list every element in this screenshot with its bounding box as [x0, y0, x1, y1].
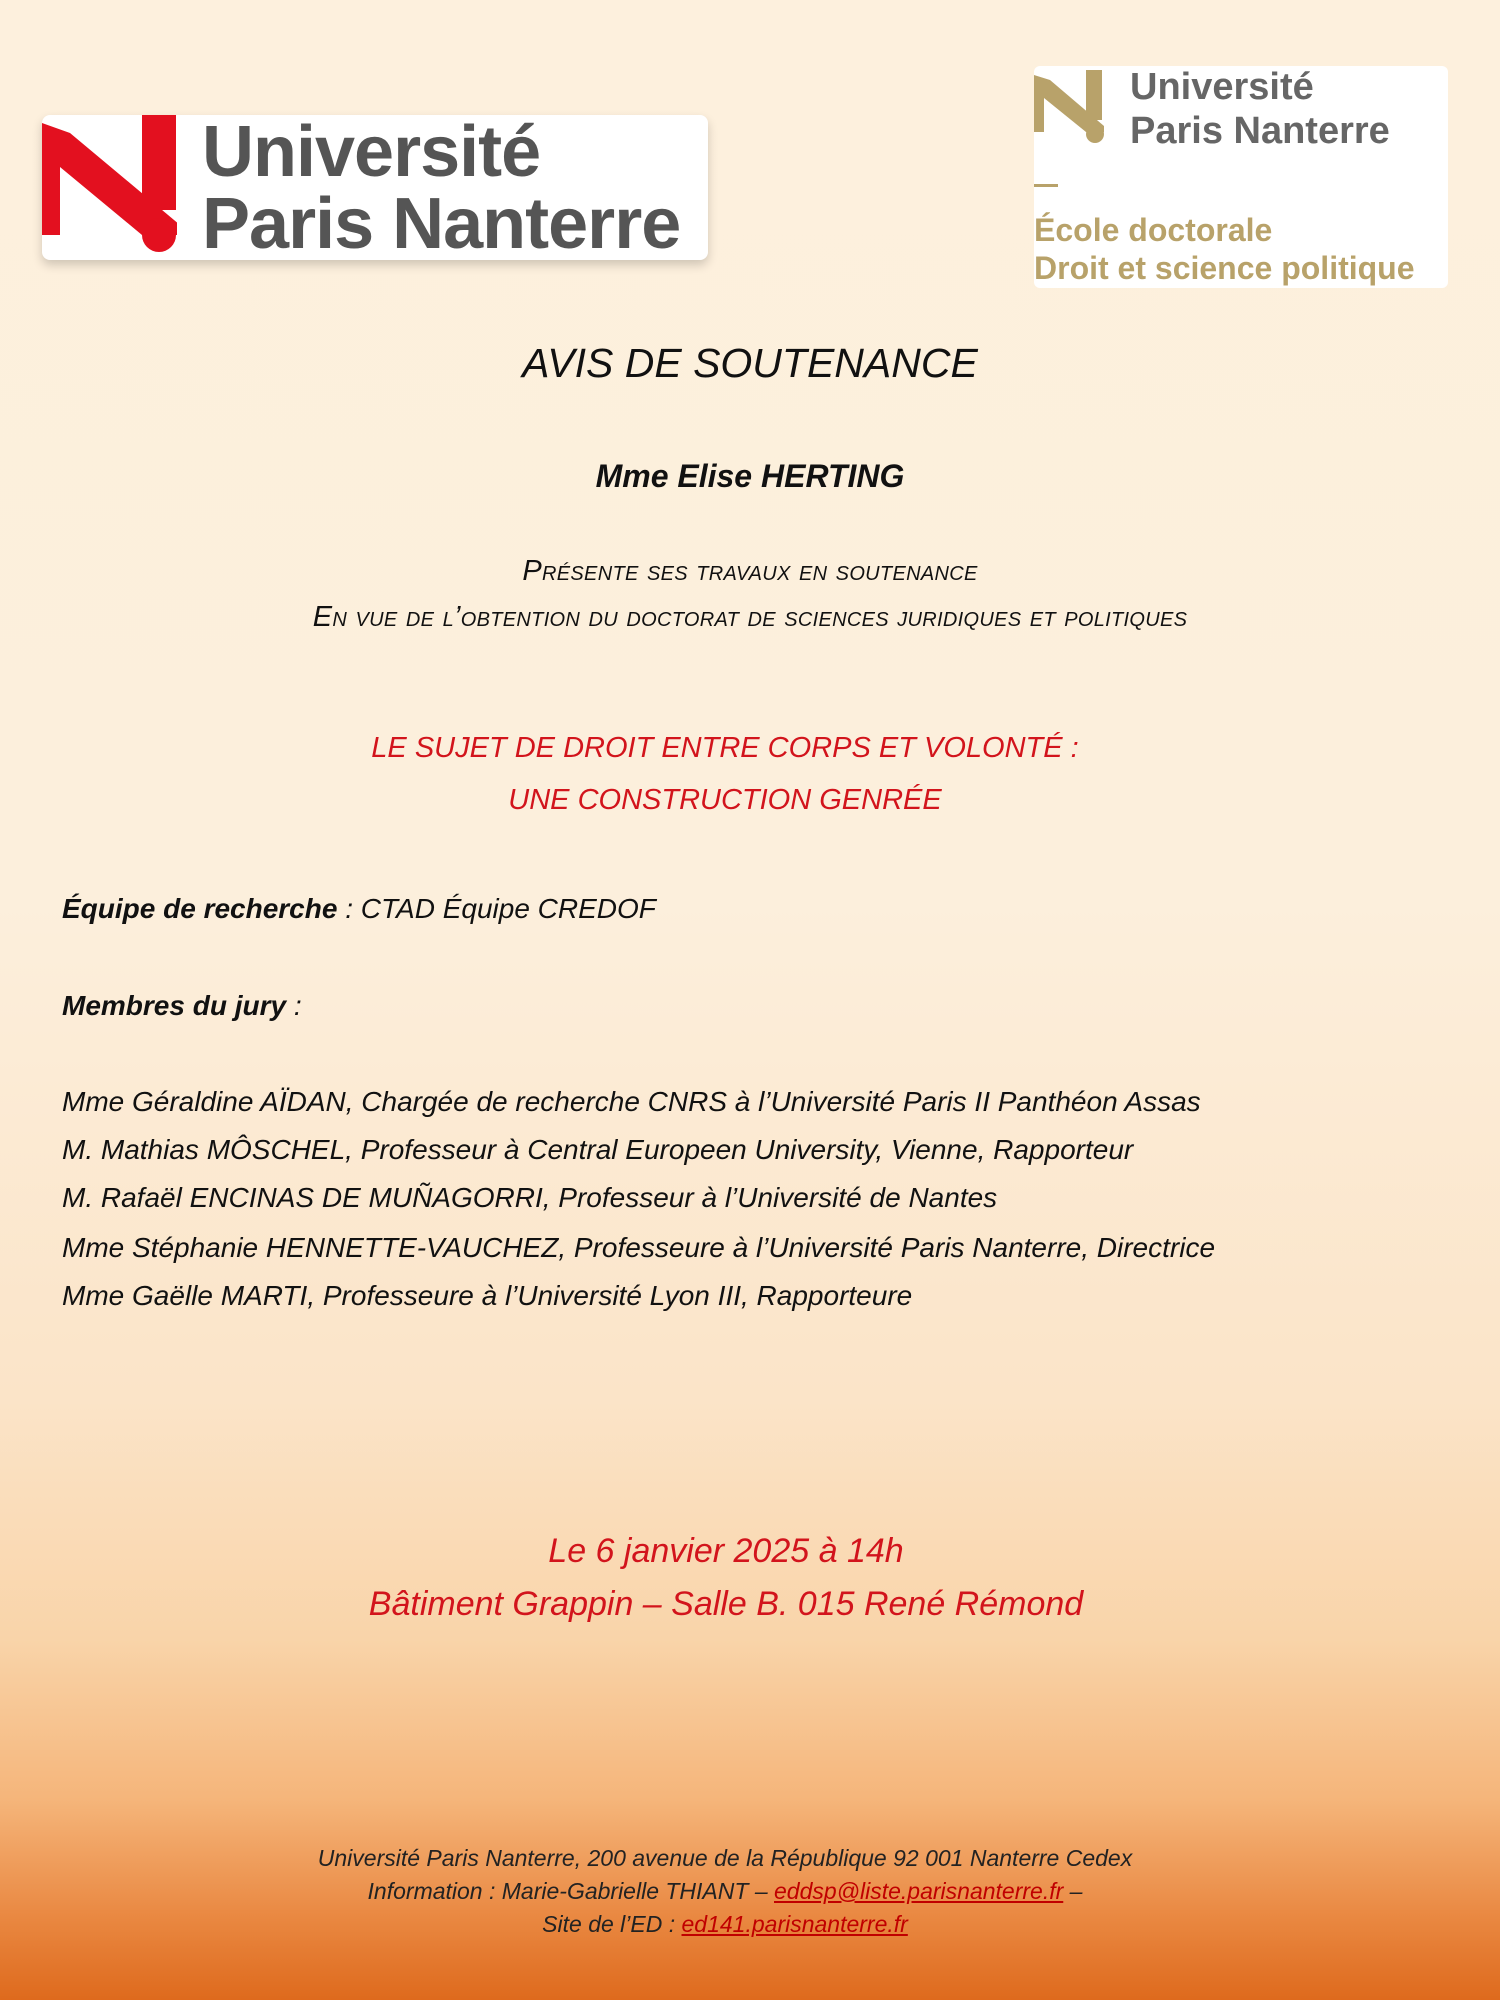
research-team-value: CTAD Équipe CREDOF: [360, 893, 656, 924]
school-name-line-2: Droit et science politique: [1034, 250, 1415, 286]
footer-site-prefix: Site de l’ED :: [542, 1911, 682, 1937]
footer-info-prefix: Information : Marie-Gabrielle THIANT –: [367, 1878, 774, 1904]
thesis-subject-line-2: UNE CONSTRUCTION GENRÉE: [508, 784, 942, 816]
jury-separator: :: [286, 990, 302, 1021]
logo-divider: [1034, 184, 1058, 187]
jury-label: Membres du jury: [62, 990, 287, 1021]
presents-line-2: En vue de l’obtention du doctorat de sciences juridiques et politiques: [312, 601, 1188, 633]
thesis-subject-line-1: LE SUJET DE DROIT ENTRE CORPS ET VOLONTÉ :: [371, 732, 1079, 764]
research-team: [62, 893, 656, 925]
research-team-separator: :: [337, 893, 361, 924]
school-logo-word-1: Université: [1130, 66, 1314, 108]
footer-info-suffix: –: [1063, 1878, 1083, 1904]
defense-location: Bâtiment Grappin – Salle B. 015 René Rémond: [368, 1585, 1084, 1623]
jury-member: Mme Gaëlle MARTI, Professeure à l’Université Lyon III, Rapporteure: [62, 1280, 913, 1311]
footer-site: [0, 1911, 1450, 1938]
nanterre-mark-gold-icon: [1034, 70, 1114, 150]
jury-member: Mme Géraldine AÏDAN, Chargée de recherche CNRS à l’Université Paris II Panthéon Assas: [62, 1086, 1201, 1117]
footer-contact: [0, 1878, 1450, 1905]
school-website-link[interactable]: ed141.parisnanterre.fr: [681, 1911, 908, 1937]
logo-word-2: Paris Nanterre: [202, 184, 681, 264]
footer-address: Université Paris Nanterre, 200 avenue de la République 92 001 Nanterre Cedex: [317, 1845, 1133, 1871]
research-team-label: Équipe de recherche: [62, 893, 338, 924]
nanterre-mark-icon: [42, 115, 177, 260]
doctoral-school-logo: [1034, 66, 1448, 288]
university-logo: [42, 112, 708, 264]
presents-line-1: Présente ses travaux en soutenance: [522, 555, 978, 587]
jury-member: M. Mathias MÔSCHEL, Professeur à Central Europeen University, Vienne, Rapporteur: [62, 1134, 1134, 1165]
jury-heading: [62, 990, 302, 1022]
jury-member: Mme Stéphanie HENNETTE-VAUCHEZ, Professeure à l’Université Paris Nanterre, Directrice: [62, 1232, 1216, 1263]
candidate-name: Mme Elise HERTING: [595, 458, 905, 494]
contact-email-link[interactable]: eddsp@liste.parisnanterre.fr: [774, 1878, 1064, 1904]
defense-date: Le 6 janvier 2025 à 14h: [548, 1532, 904, 1570]
notice-title: AVIS DE SOUTENANCE: [522, 340, 978, 386]
school-logo-word-2: Paris Nanterre: [1130, 110, 1390, 152]
logo-word-1: Université: [202, 112, 541, 192]
school-name-line-1: École doctorale: [1034, 212, 1273, 248]
jury-member: M. Rafaël ENCINAS DE MUÑAGORRI, Professeur à l’Université de Nantes: [62, 1182, 998, 1213]
